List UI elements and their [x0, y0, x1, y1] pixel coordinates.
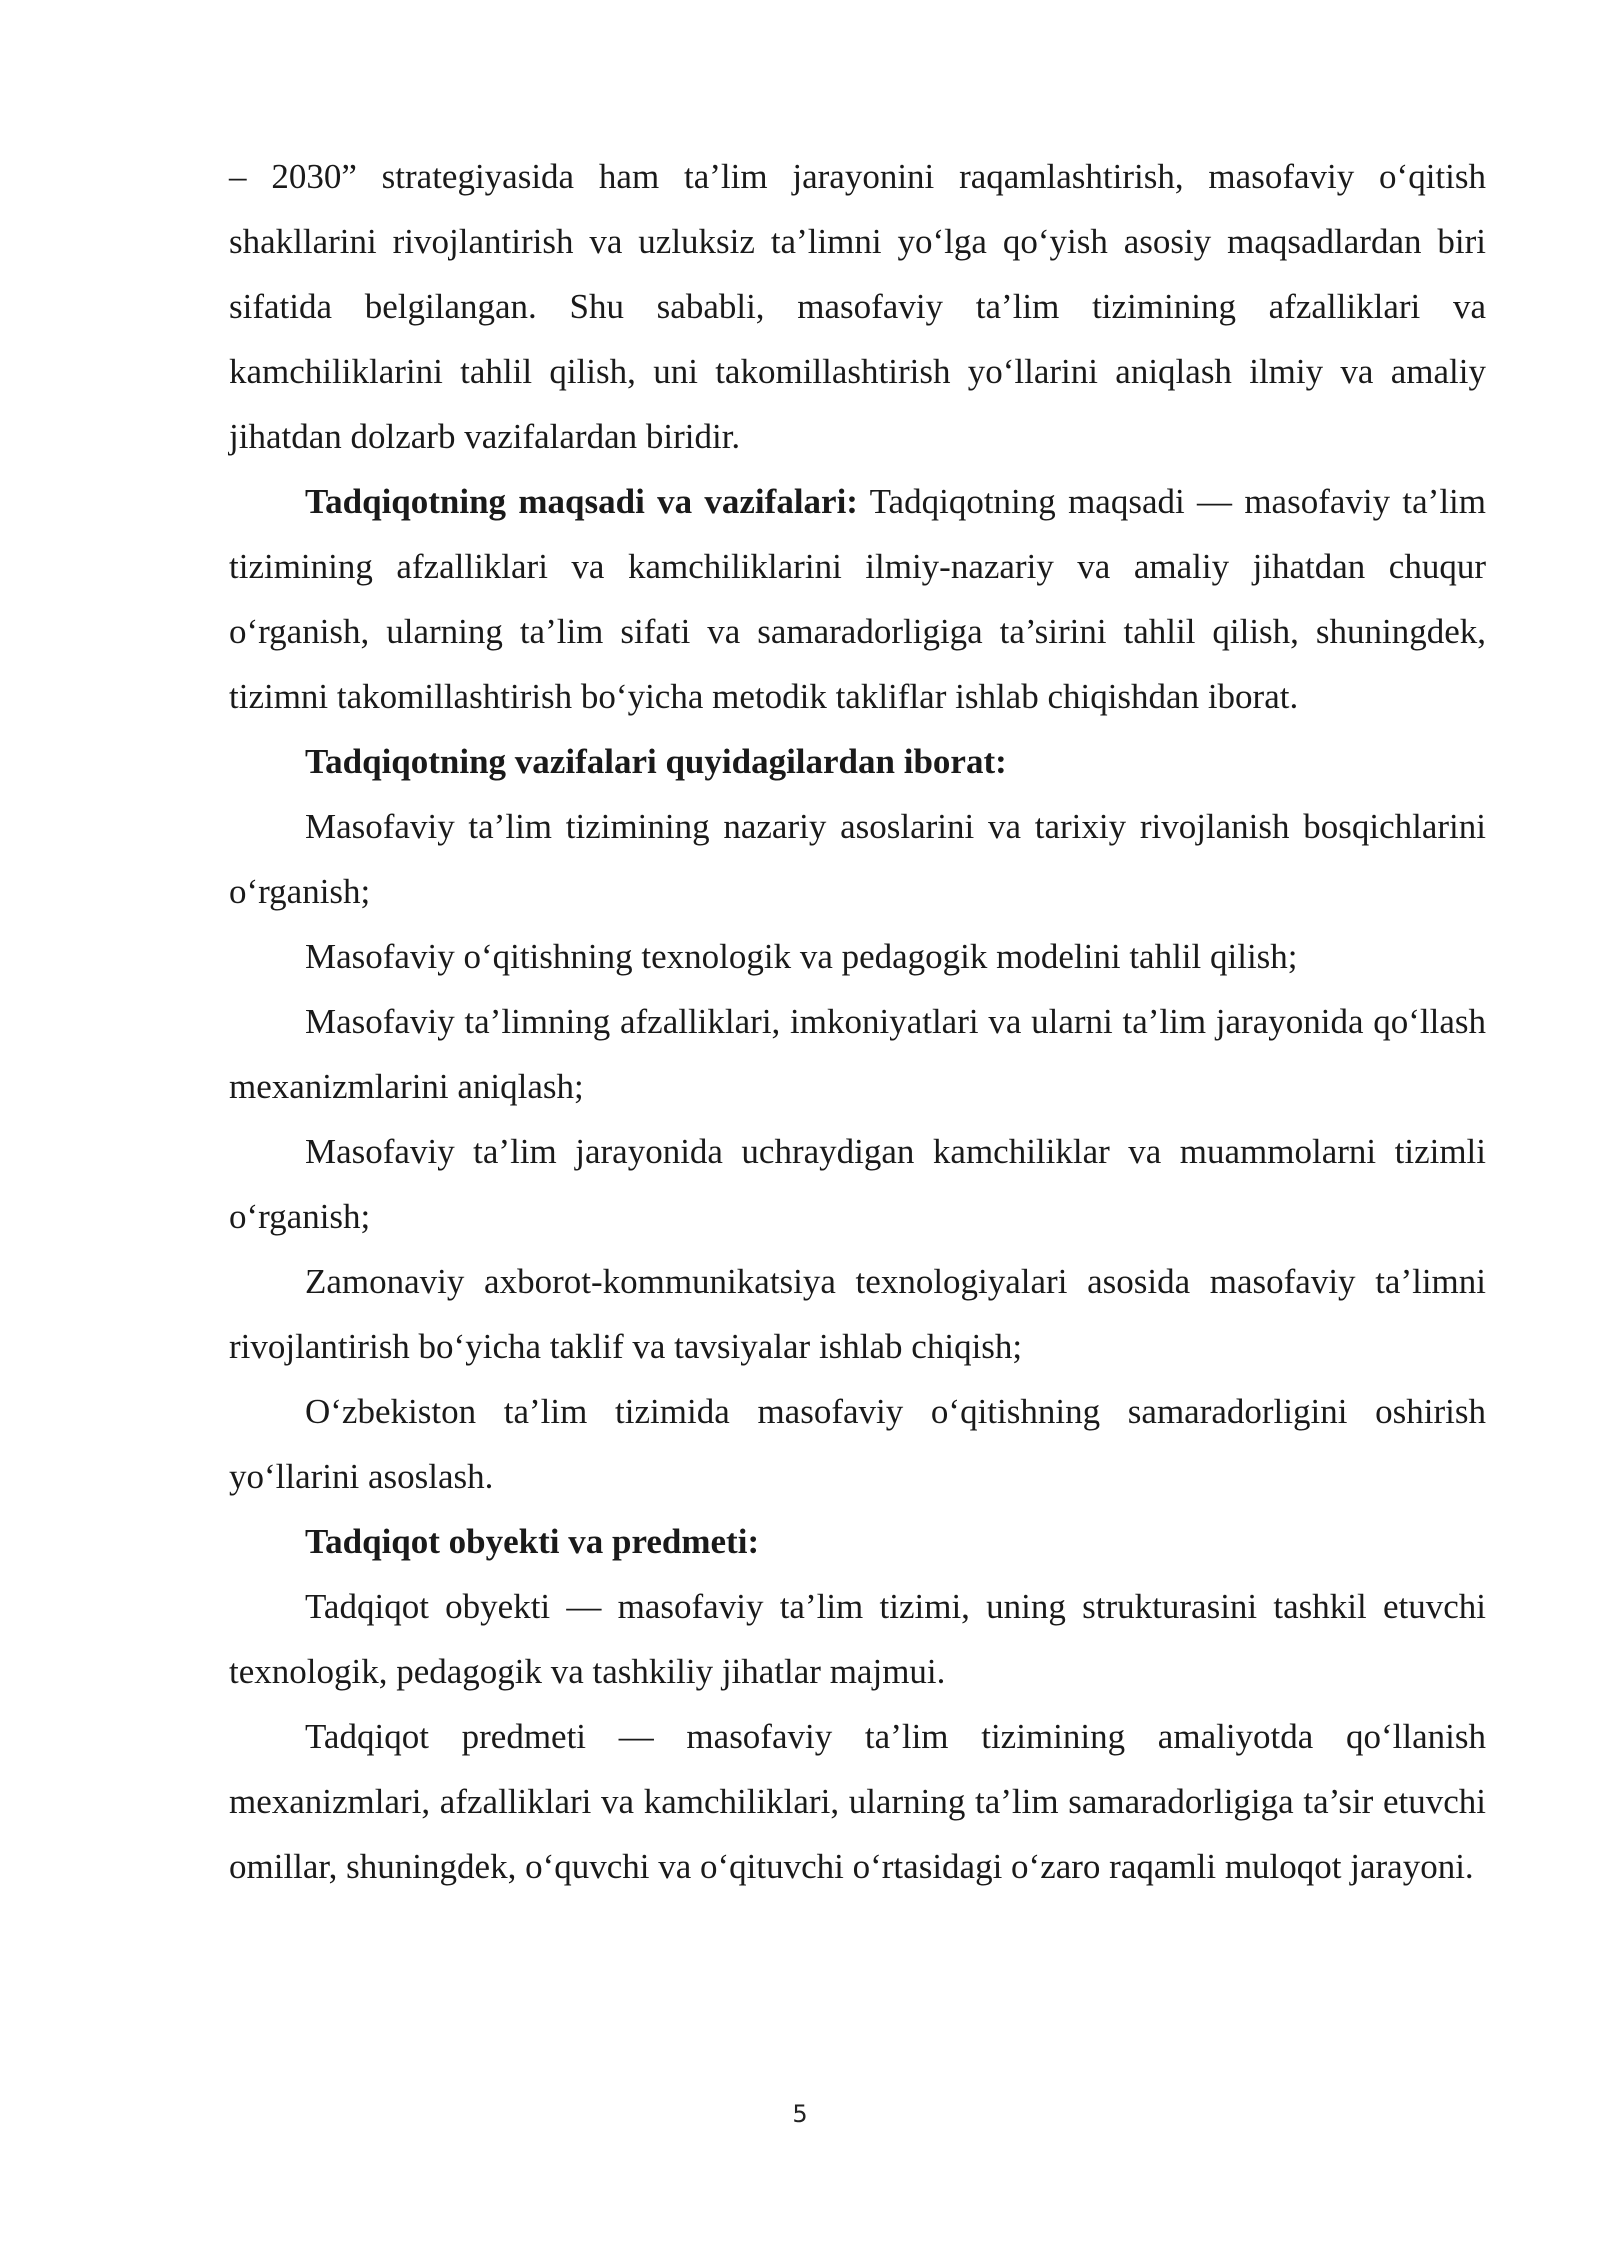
task-item: Masofaviy ta’lim tizimining nazariy asoslarini va tarixiy rivojlanish bosqichlarini o‘rganish;: [229, 807, 1486, 911]
task-item: Zamonaviy axborot-kommunikatsiya texnologiyalari asosida masofaviy ta’limni rivojlantirish bo‘yicha taklif va tavsiyalar ishlab chiqish;: [229, 1262, 1486, 1366]
subject-paragraph: Tadqiqot predmeti — masofaviy ta’lim tizimining amaliyotda qo‘llanish mexanizmlari, afzalliklari va kamchiliklari, ularning ta’lim samaradorligiga ta’sir etuvchi omillar, shuningdek, o‘quvchi va o‘qituvchi o‘rtasidagi o‘zaro raqamli muloqot jarayoni.: [229, 1717, 1486, 1886]
task-item: Masofaviy ta’lim jarayonida uchraydigan kamchiliklar va muammolarni tizimli o‘rganish;: [229, 1132, 1486, 1236]
object-paragraph: Tadqiqot obyekti — masofaviy ta’lim tizimi, uning strukturasini tashkil etuvchi texnologik, pedagogik va tashkiliy jihatlar majmui.: [229, 1587, 1486, 1691]
aim-heading: Tadqiqotning maqsadi va vazifalari:: [305, 482, 858, 521]
page-number: 5: [792, 2100, 808, 2128]
aim-text: Tadqiqotning maqsadi — masofaviy ta’lim tizimining afzalliklari va kamchiliklarini ilmiy-nazariy va amaliy jihatdan chuqur o‘rganish, ularning ta’lim sifati va samaradorligiga ta’sirini tahlil qilish, shuningdek, tizimni takomillashtirish bo‘yicha metodik takliflar ishlab chiqishdan iborat.: [229, 482, 1486, 716]
intro-paragraph: – 2030” strategiyasida ham ta’lim jarayonini raqamlashtirish, masofaviy o‘qitish shakllarini rivojlantirish va uzluksiz ta’limni yo‘lga qo‘yish asosiy maqsadlardan biri sifatida belgilangan. Shu sababli, masofaviy ta’lim tizimining afzalliklari va kamchiliklarini tahlil qilish, uni takomillashtirish yo‘llarini aniqlash ilmiy va amaliy jihatdan dolzarb vazifalardan biridir.: [229, 157, 1486, 456]
object-heading: Tadqiqot obyekti va predmeti:: [305, 1522, 760, 1561]
task-item: Masofaviy o‘qitishning texnologik va pedagogik modelini tahlil qilish;: [305, 937, 1298, 976]
tasks-heading-paragraph: [229, 729, 1486, 794]
aim-paragraph: [229, 469, 1486, 729]
task-item: O‘zbekiston ta’lim tizimida masofaviy o‘qitishning samaradorligini oshirish yo‘llarini asoslash.: [229, 1392, 1486, 1496]
tasks-heading: Tadqiqotning vazifalari quyidagilardan iborat:: [305, 742, 1007, 781]
object-heading-paragraph: [229, 1509, 1486, 1574]
document-page: [229, 144, 1486, 1899]
task-item: Masofaviy ta’limning afzalliklari, imkoniyatlari va ularni ta’lim jarayonida qo‘llash mexanizmlarini aniqlash;: [229, 1002, 1486, 1106]
